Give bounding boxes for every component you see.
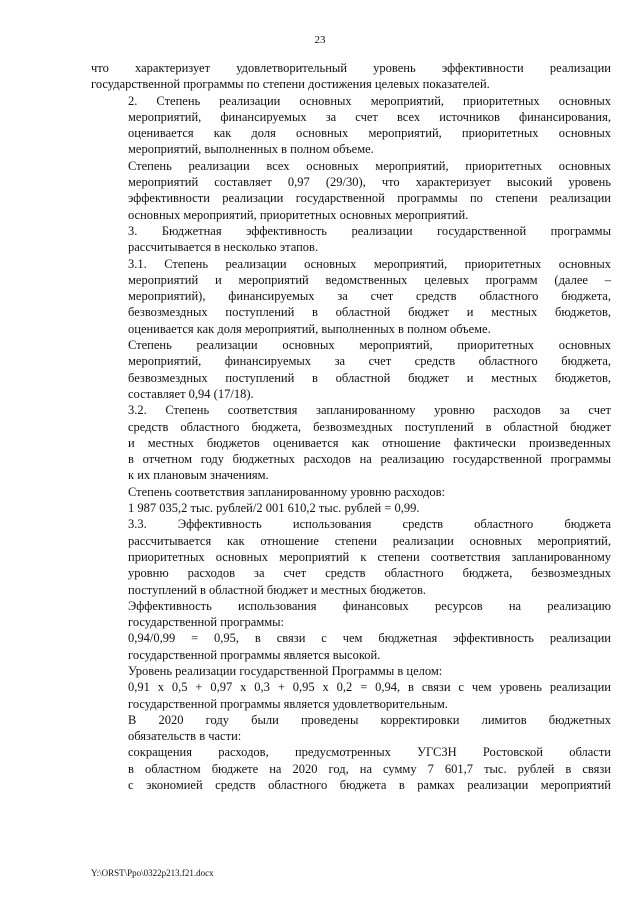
paragraph — [91, 712, 611, 745]
paragraph — [91, 223, 611, 256]
text-line: В 2020 году были проведены корректировки лимитов бюджетных — [128, 712, 611, 727]
paragraph — [91, 630, 611, 663]
text-line: 3.2. Степень соответствия запланированному уровню расходов за счет — [128, 403, 611, 418]
text-line: в областном бюджете на 2020 год, на сумму 7 601,7 тыс. рублей в связи — [128, 761, 611, 776]
text-line: 3.3. Эффективность использования средств областного бюджета — [128, 517, 611, 532]
text-line: 3.1. Степень реализации основных мероприятий, приоритетных основных — [128, 256, 611, 271]
text-line: 3. Бюджетная эффективность реализации государственной программы — [128, 223, 611, 238]
text-line: государственной программы является удовлетворительным. — [128, 696, 448, 711]
text-line: 1 987 035,2 тыс. рублей/2 001 610,2 тыс. рублей = 0,99. — [128, 501, 420, 516]
text-line: и местных бюджетов оценивается как отношение фактически произведенных — [128, 435, 611, 450]
paragraph — [91, 158, 611, 223]
paragraph — [91, 484, 611, 500]
text-line: к их плановым значениям. — [128, 468, 269, 483]
text-line: рассчитывается в несколько этапов. — [128, 240, 319, 255]
text-line: обязательств в части: — [128, 729, 242, 744]
text-line: составляет 0,94 (17/18). — [128, 386, 254, 401]
text-line: безвозмездных поступлений в областной бюджет и местных бюджетов, — [128, 370, 611, 385]
text-line: государственной программы является высокой. — [128, 647, 381, 662]
text-line: сокращения расходов, предусмотренных УГСЗН Ростовской области — [128, 745, 611, 760]
text-line: государственной программы по степени достижения целевых показателей. — [91, 77, 490, 92]
page-number: 23 — [314, 34, 326, 46]
paragraph — [91, 679, 611, 712]
text-line: поступлений в областной бюджет и местных бюджетов. — [128, 582, 426, 597]
text-line: рассчитывается как отношение степени реализации основных мероприятий, — [128, 533, 611, 548]
paragraph — [91, 500, 611, 516]
document-body — [91, 60, 611, 793]
paragraph — [91, 256, 611, 337]
text-line: что характеризует удовлетворительный уровень эффективности реализации — [91, 61, 611, 75]
text-line: Степень реализации всех основных мероприятий, приоритетных основных — [128, 158, 611, 173]
text-line: мероприятий и мероприятий ведомственных целевых программ (далее – — [128, 272, 611, 287]
text-line: мероприятий, выполненных в полном объеме. — [128, 142, 374, 157]
text-line: Степень соответствия запланированному уровню расходов: — [128, 484, 446, 499]
text-line: оценивается как доля основных мероприятий, приоритетных основных — [128, 126, 611, 141]
file-path-footer: Y:\ORST\Ppo\0322p213.f21.docx — [91, 868, 214, 878]
text-line: 2. Степень реализации основных мероприятий, приоритетных основных — [128, 93, 611, 108]
paragraph — [91, 337, 611, 402]
text-line: с экономией средств областного бюджета в рамках реализации мероприятий — [128, 778, 611, 793]
text-line: мероприятий), финансируемых за счет средств областного бюджета, — [128, 289, 611, 304]
text-line: в отчетном году бюджетных расходов на реализацию государственной программы — [128, 452, 611, 467]
text-line: эффективности реализации государственной программы по степени реализации — [128, 191, 611, 206]
paragraph — [91, 93, 611, 158]
paragraph — [91, 663, 611, 679]
text-line: приоритетных основных мероприятий к степени соответствия запланированному — [128, 549, 611, 564]
paragraph — [91, 402, 611, 483]
text-line: Уровень реализации государственной Программы в целом: — [128, 663, 443, 678]
text-line: основных мероприятий, приоритетных основных мероприятий. — [128, 207, 469, 222]
paragraph — [91, 60, 611, 93]
text-line: мероприятий, финансируемых за счет средств областного бюджета, — [128, 354, 611, 369]
text-line: уровню расходов за счет средств областного бюджета, безвозмездных — [128, 566, 611, 581]
text-line: средств областного бюджета, безвозмездных поступлений в областной бюджет — [128, 419, 611, 434]
text-line: мероприятий, финансируемых за счет всех источников финансирования, — [128, 109, 611, 124]
text-line: Степень реализации основных мероприятий, приоритетных основных — [128, 338, 611, 353]
text-line: 0,94/0,99 = 0,95, в связи с чем бюджетная эффективность реализации — [128, 631, 611, 646]
paragraph — [91, 598, 611, 631]
text-line: государственной программы: — [128, 615, 285, 630]
text-line: безвозмездных поступлений в областной бюджет и местных бюджетов, — [128, 305, 611, 320]
paragraph — [91, 744, 611, 793]
text-line: 0,91 х 0,5 + 0,97 х 0,3 + 0,95 х 0,2 = 0,94, в связи с чем уровень реализации — [128, 680, 611, 695]
text-line: оценивается как доля мероприятий, выполненных в полном объеме. — [128, 321, 491, 336]
paragraph — [91, 516, 611, 597]
text-line: мероприятий составляет 0,97 (29/30), что характеризует высокий уровень — [128, 175, 611, 190]
text-line: Эффективность использования финансовых ресурсов на реализацию — [128, 598, 611, 613]
